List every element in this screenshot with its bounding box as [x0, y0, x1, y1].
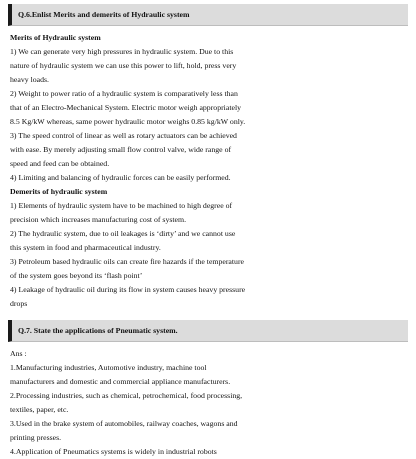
q7-text-line: 1.Manufacturing industries, Automotive industry, machine tool — [10, 363, 207, 372]
q6-text-line: drops — [10, 299, 28, 308]
question-7-heading: Q.7. State the applications of Pneumatic system. — [8, 320, 408, 342]
q6-text-line: that of an Electro-Mechanical System. Electric motor weigh appropriately — [10, 103, 242, 112]
q6-text-line: 3) The speed control of linear as well as rotary actuators can be achieved — [10, 131, 237, 140]
q6-text-line: speed and feed can be obtained. — [10, 159, 110, 168]
q7-text-line: manufacturers and domestic and commercial appliance manufacturers. — [10, 377, 231, 386]
q6-subheading: Demerits of hydraulic system — [10, 187, 108, 196]
q7-text-line: textiles, paper, etc. — [10, 405, 69, 414]
q6-text-line: precision which increases manufacturing cost of system. — [10, 215, 187, 224]
q7-text-line: 2.Processing industries, such as chemical, petrochemical, food processing, — [10, 391, 243, 400]
q6-text-line: 2) The hydraulic system, due to oil leakages is ‘dirty’ and we cannot use — [10, 229, 236, 238]
q6-subheading: Merits of Hydraulic system — [10, 33, 101, 42]
q6-text-line: 4) Leakage of hydraulic oil during its flow in system causes heavy pressure — [10, 285, 246, 294]
q6-text-line: 1) Elements of hydraulic system have to be machined to high degree of — [10, 201, 233, 210]
q7-text-line: printing presses. — [10, 433, 62, 442]
q6-text-line: with ease. By merely adjusting small flow control valve, wide range of — [10, 145, 232, 154]
q6-text-line: 1) We can generate very high pressures in hydraulic system. Due to this — [10, 47, 234, 56]
q6-text-line: this system in food and pharmaceutical industry. — [10, 243, 161, 252]
q6-text-line: 8.5 Kg/kW whereas, same power hydraulic motor weighs 0.85 kg/kW only. — [10, 117, 246, 126]
question-7-answer — [10, 347, 410, 459]
q6-text-line: heavy loads. — [10, 75, 49, 84]
q6-text-line: of the system goes beyond its ‘flash point’ — [10, 271, 143, 280]
question-6-heading: Q.6.Enlist Merits and demerits of Hydraulic system — [8, 4, 408, 26]
q6-text-line: 4) Limiting and balancing of hydraulic forces can be easily performed. — [10, 173, 231, 182]
q6-text-line: nature of hydraulic system we can use this power to lift, hold, press very — [10, 61, 237, 70]
q7-text-line: Ans : — [10, 349, 27, 358]
q7-text-line: 3.Used in the brake system of automobiles, railway coaches, wagons and — [10, 419, 238, 428]
q6-text-line: 2) Weight to power ratio of a hydraulic system is comparatively less than — [10, 89, 238, 98]
q6-text-line: 3) Petroleum based hydraulic oils can create fire hazards if the temperature — [10, 257, 245, 266]
q7-text-line: 4.Application of Pneumatics systems is widely in industrial robots — [10, 447, 217, 456]
question-6-answer — [10, 31, 410, 311]
